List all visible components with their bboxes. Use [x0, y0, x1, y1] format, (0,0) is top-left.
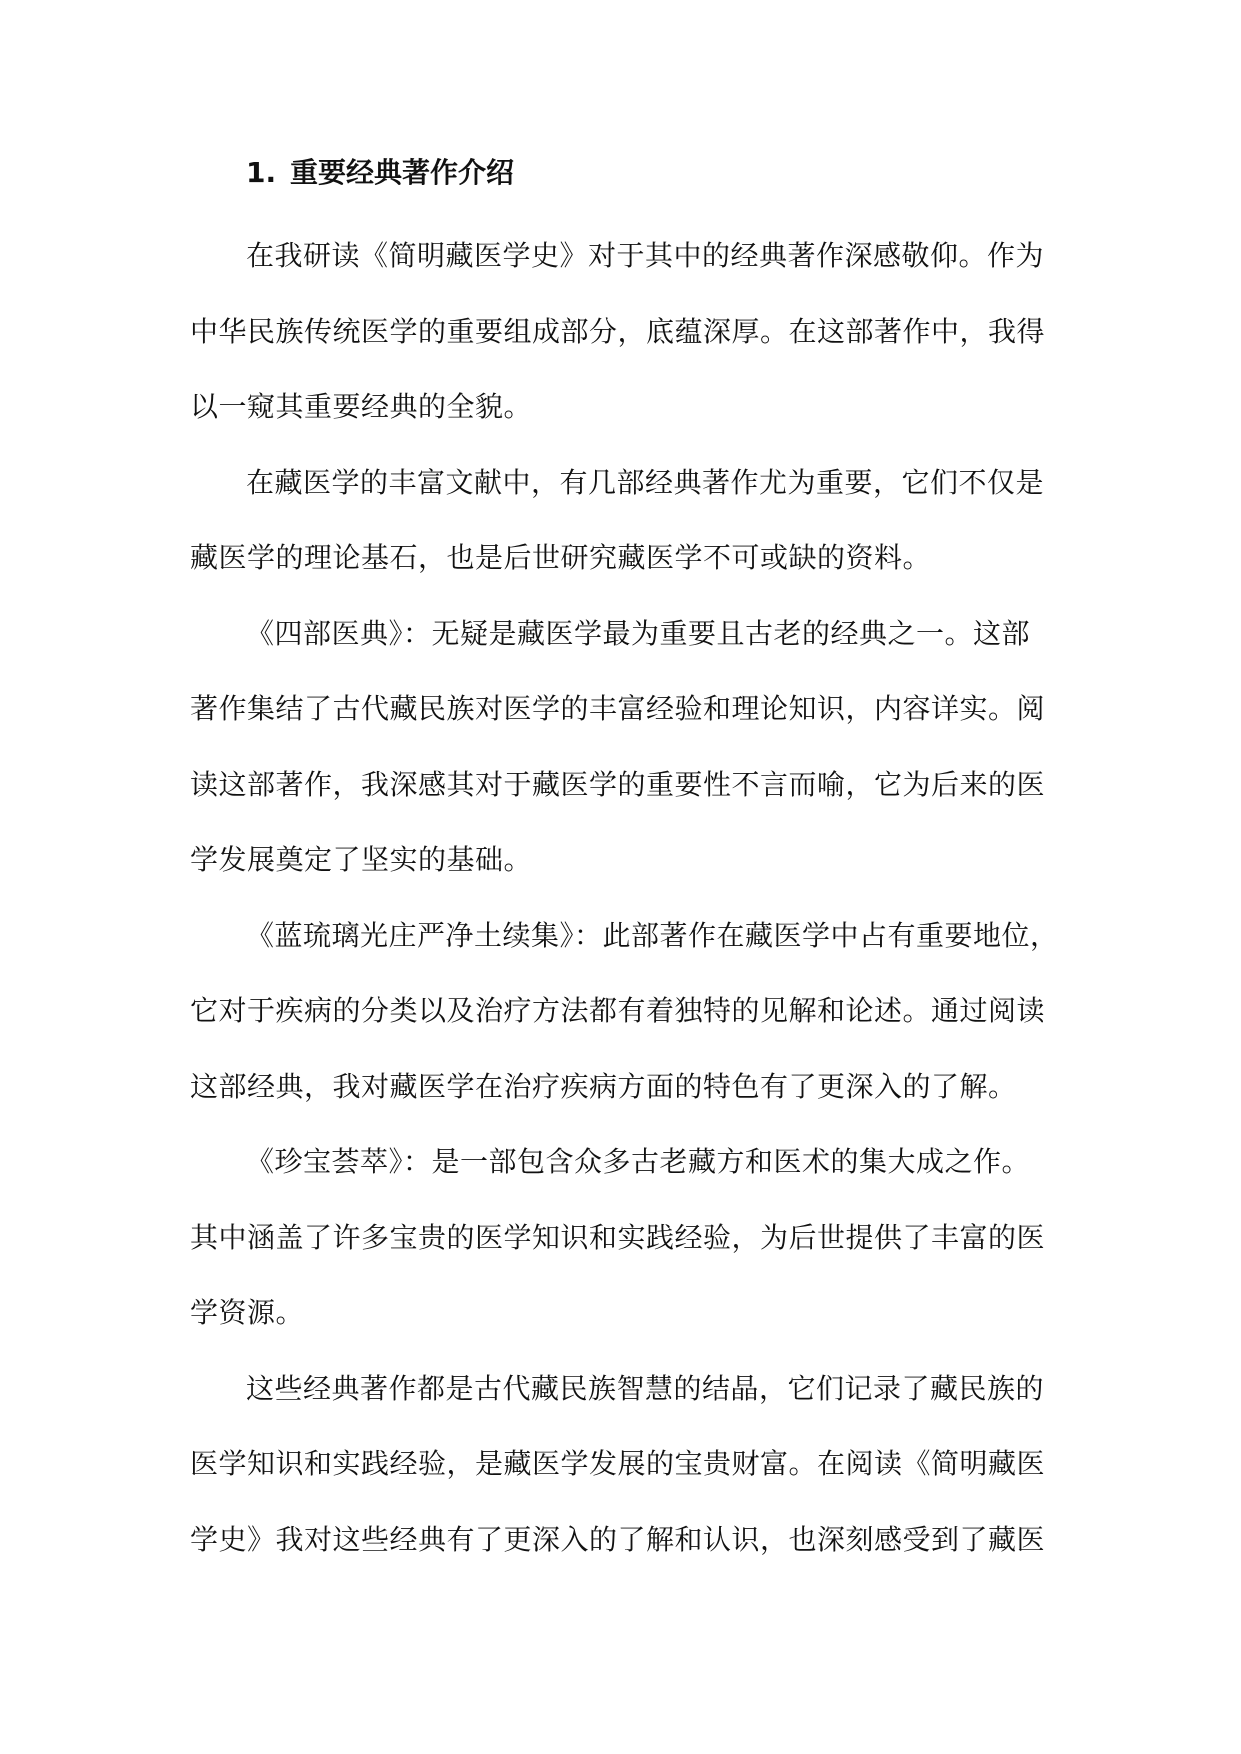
- paragraph-line: 中华民族传统医学的重要组成部分，底蕴深厚。在这部著作中，我得: [190, 314, 1046, 348]
- paragraph-line: 它对于疾病的分类以及治疗方法都有着独特的见解和论述。通过阅读: [190, 994, 1046, 1027]
- paragraph-line: 这些经典著作都是古代藏民族智慧的结晶，它们记录了藏民族的: [246, 1371, 1045, 1405]
- paragraph-line: 《蓝琉璃光庄严净土续集》：此部著作在藏医学中占有重要地位，: [246, 918, 1059, 952]
- paragraph-line: 藏医学的理论基石，也是后世研究藏医学不可或缺的资料。: [190, 541, 932, 574]
- paragraph-line: 以一窥其重要经典的全貌。: [190, 390, 533, 423]
- paragraph: [190, 445, 1060, 596]
- paragraph: [190, 898, 1060, 1125]
- paragraph: [190, 218, 1060, 445]
- section-number: 1.: [246, 156, 277, 189]
- section-title: 重要经典著作介绍: [290, 156, 515, 189]
- paragraph-line: 学资源。: [190, 1296, 305, 1329]
- paragraph-line: 这部经典，我对藏医学在治疗疾病方面的特色有了更深入的了解。: [190, 1069, 1017, 1103]
- paragraph-line: 其中涵盖了许多宝贵的医学知识和实践经验，为后世提供了丰富的医: [190, 1220, 1046, 1254]
- paragraph-line: 学发展奠定了坚实的基础。: [190, 843, 533, 876]
- paragraph-line: 《珍宝荟萃》：是一部包含众多古老藏方和医术的集大成之作。: [246, 1145, 1031, 1178]
- document-body: [190, 142, 1060, 1577]
- paragraph: [190, 1351, 1060, 1578]
- paragraph-line: 学史》我对这些经典有了更深入的了解和认识，也深刻感受到了藏医: [190, 1522, 1046, 1556]
- paragraph-line: 读这部著作，我深感其对于藏医学的重要性不言而喻，它为后来的医: [190, 767, 1046, 801]
- paragraph-list: [190, 218, 1060, 1577]
- paragraph-line: 在藏医学的丰富文献中，有几部经典著作尤为重要，它们不仅是: [246, 465, 1045, 499]
- paragraph: [190, 1124, 1060, 1351]
- paragraph-line: 医学知识和实践经验，是藏医学发展的宝贵财富。在阅读《简明藏医: [190, 1447, 1046, 1480]
- paragraph-line: 著作集结了古代藏民族对医学的丰富经验和理论知识，内容详实。阅: [190, 692, 1046, 725]
- paragraph-line: 《四部医典》：无疑是藏医学最为重要且古老的经典之一。这部: [246, 616, 1031, 650]
- paragraph: [190, 596, 1060, 898]
- paragraph-line: 在我研读《简明藏医学史》对于其中的经典著作深感敬仰。作为: [246, 239, 1045, 272]
- section-heading: [190, 142, 1060, 204]
